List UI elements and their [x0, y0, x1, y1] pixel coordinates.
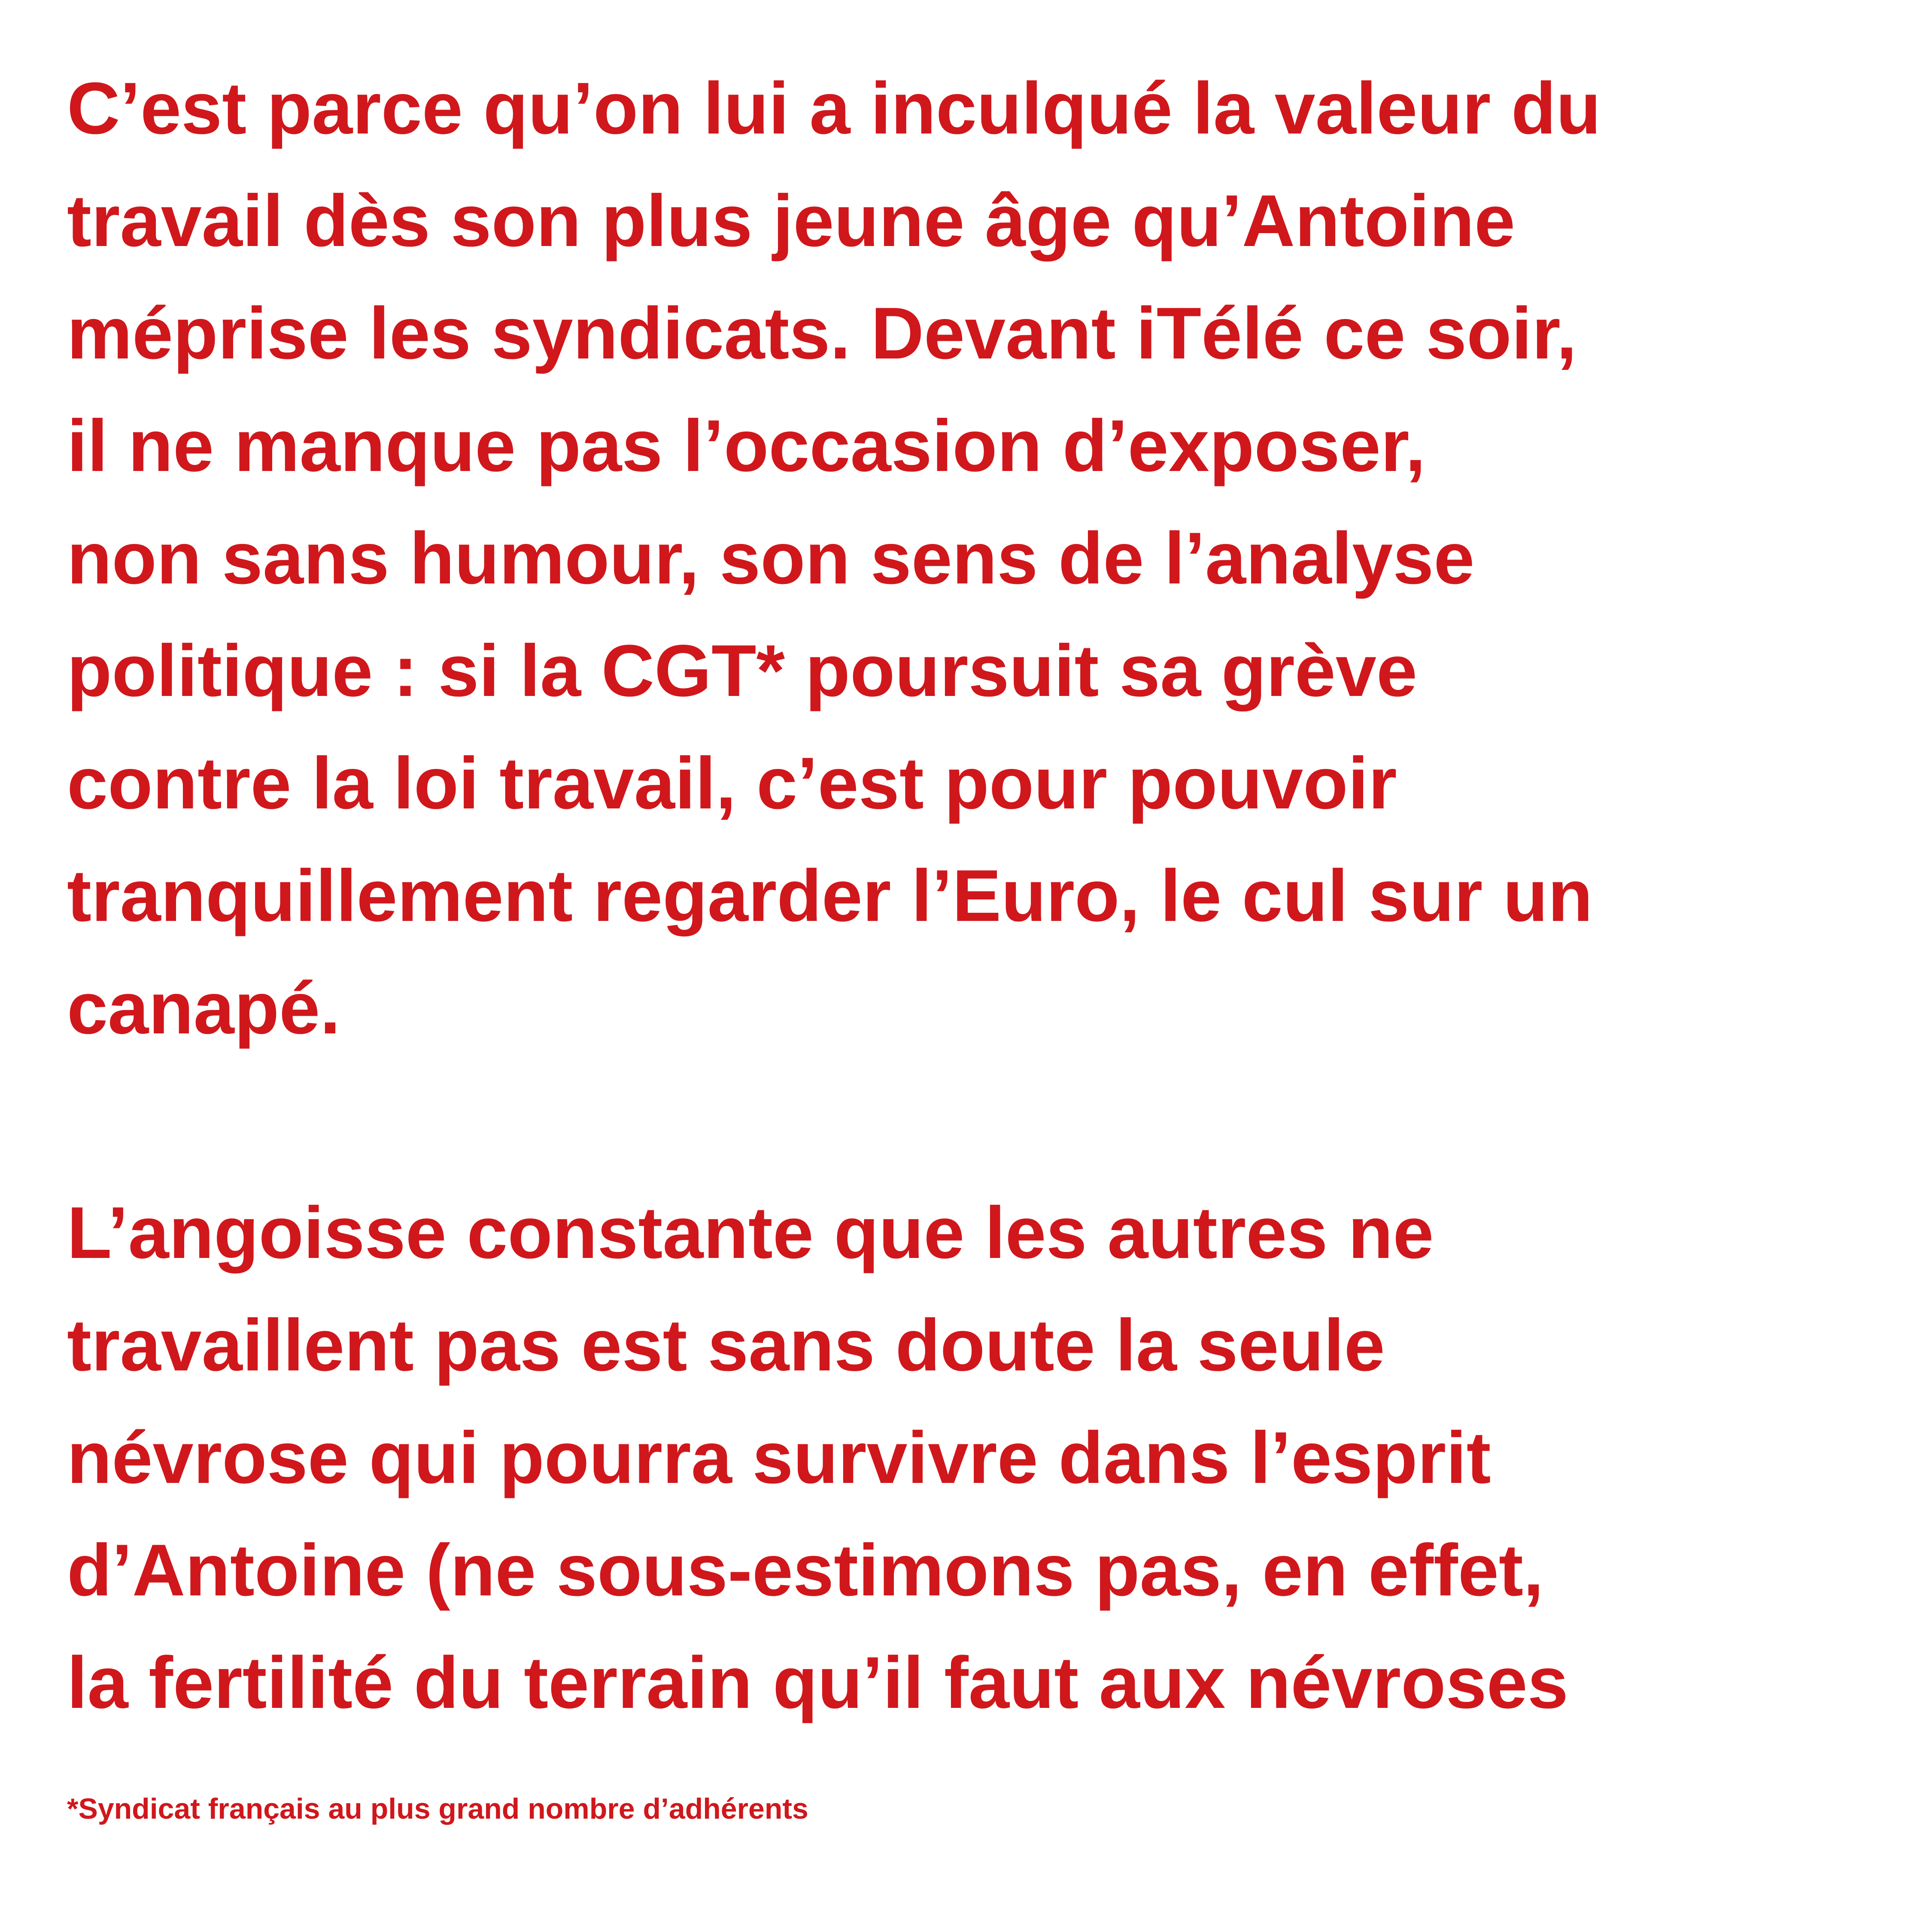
- paragraph-line: tranquillement regarder l’Euro, le cul sur un: [67, 855, 1593, 937]
- paragraph-line: méprise les syndicats. Devant iTélé ce soir,: [67, 292, 1577, 374]
- paragraph-line: névrose qui pourra survivre dans l’esprit: [67, 1417, 1491, 1499]
- paragraph-line: travail dès son plus jeune âge qu’Antoine: [67, 180, 1516, 262]
- footnote: *Syndicat français au plus grand nombre d’adhérents: [67, 1792, 808, 1825]
- paragraph-line: il ne manque pas l’occasion d’exposer,: [67, 405, 1426, 487]
- paragraph-line: C’est parce qu’on lui a inculqué la valeur du: [67, 67, 1601, 149]
- paragraph-line: la fertilité du terrain qu’il faut aux névroses: [67, 1642, 1568, 1724]
- paragraph-line: d’Antoine (ne sous-estimons pas, en effet,: [67, 1529, 1544, 1611]
- paragraph-1: [67, 52, 1601, 1065]
- paragraph-line: non sans humour, son sens de l’analyse: [67, 517, 1475, 599]
- paragraph-line: politique : si la CGT* poursuit sa grève: [67, 630, 1418, 712]
- paragraph-line: travaillent pas est sans doute la seule: [67, 1304, 1385, 1386]
- paragraph-2: [67, 1177, 1568, 1739]
- paragraph-line: canapé.: [67, 967, 340, 1049]
- paragraph-line: contre la loi travail, c’est pour pouvoir: [67, 742, 1397, 824]
- paragraph-line: L’angoisse constante que les autres ne: [67, 1192, 1434, 1274]
